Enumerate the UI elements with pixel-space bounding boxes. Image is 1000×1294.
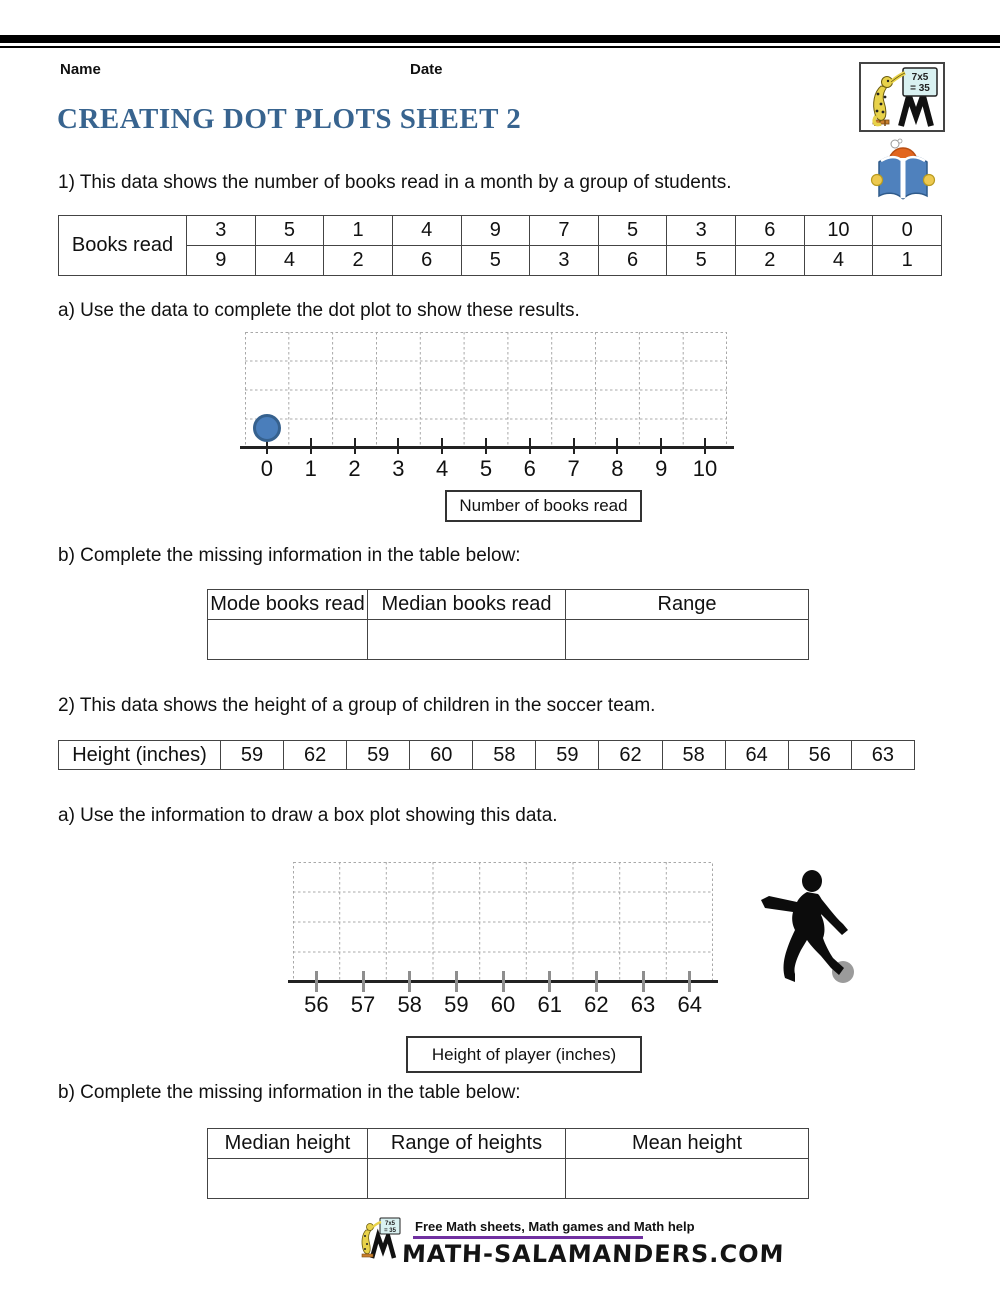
q2-cell: 59 bbox=[347, 741, 410, 770]
footer-site-wordmark[interactable]: MATH-SALAMANDERS.COM bbox=[401, 1240, 785, 1268]
table-row bbox=[59, 246, 942, 276]
q1-prompt: 1) This data shows the number of books read in a month by a group of students. bbox=[58, 172, 732, 193]
stats-input-cell[interactable] bbox=[208, 620, 368, 660]
axis-tick-label: 1 bbox=[304, 456, 317, 481]
axis-tick-label: 4 bbox=[436, 456, 449, 481]
stats-input-cell[interactable] bbox=[368, 620, 566, 660]
box-plot-axis-title: Height of player (inches) bbox=[406, 1036, 642, 1073]
q1-cell: 9 bbox=[461, 216, 530, 246]
q1-cell: 7 bbox=[530, 216, 599, 246]
stats-input-cell[interactable] bbox=[566, 1159, 809, 1199]
q1-stats-table bbox=[207, 589, 809, 660]
q2-data-table bbox=[58, 740, 915, 770]
logo-sign-line1: 7x5 bbox=[911, 72, 929, 83]
q2-part-b: b) Complete the missing information in the table below: bbox=[58, 1082, 521, 1103]
q1-cell: 3 bbox=[187, 216, 256, 246]
date-label: Date bbox=[410, 61, 443, 78]
footer-sign-line2: = 35 bbox=[384, 1228, 396, 1234]
table-row bbox=[59, 741, 915, 770]
table-row bbox=[208, 620, 809, 660]
q1-data-table bbox=[58, 215, 942, 276]
q1-cell: 0 bbox=[873, 216, 942, 246]
q2-row-header: Height (inches) bbox=[59, 741, 221, 770]
q2-part-a: a) Use the information to draw a box plot showing this data. bbox=[58, 805, 558, 826]
axis-tick-label: 2 bbox=[348, 456, 361, 481]
axis-tick-label: 7 bbox=[567, 456, 580, 481]
stats-input-cell[interactable] bbox=[208, 1159, 368, 1199]
q2-cell: 58 bbox=[662, 741, 725, 770]
q2-cell: 59 bbox=[221, 741, 284, 770]
q1-cell: 4 bbox=[255, 246, 324, 276]
q1-part-b: b) Complete the missing information in the table below: bbox=[58, 545, 521, 566]
math-salamanders-logo bbox=[859, 62, 945, 132]
table-row bbox=[208, 1159, 809, 1199]
q2-cell: 56 bbox=[788, 741, 851, 770]
top-border-thin bbox=[0, 46, 1000, 48]
q1-cell: 9 bbox=[187, 246, 256, 276]
q1-cell: 5 bbox=[255, 216, 324, 246]
q2-cell: 62 bbox=[599, 741, 662, 770]
stats-header: Mean height bbox=[566, 1129, 809, 1159]
stats-input-cell[interactable] bbox=[368, 1159, 566, 1199]
axis-tick-label: 57 bbox=[350, 992, 376, 1017]
dot-plot-axis-labels bbox=[245, 456, 727, 482]
q1-cell: 6 bbox=[736, 216, 805, 246]
q1-cell: 1 bbox=[873, 246, 942, 276]
q1-cell: 5 bbox=[461, 246, 530, 276]
q2-cell: 60 bbox=[410, 741, 473, 770]
q1-part-a: a) Use the data to complete the dot plot to show these results. bbox=[58, 300, 580, 321]
stats-header: Median books read bbox=[368, 590, 566, 620]
axis-tick-label: 56 bbox=[304, 992, 329, 1017]
q2-cell: 58 bbox=[473, 741, 536, 770]
stats-header: Range bbox=[566, 590, 809, 620]
q1-row-header: Books read bbox=[59, 216, 187, 276]
axis-tick-label: 59 bbox=[444, 992, 469, 1017]
q2-cell: 62 bbox=[284, 741, 347, 770]
box-plot-axis-labels bbox=[293, 992, 713, 1018]
top-border-thick bbox=[0, 35, 1000, 43]
plotted-dot[interactable] bbox=[253, 414, 281, 442]
axis-tick-label: 58 bbox=[397, 992, 422, 1017]
stats-header: Mode books read bbox=[208, 590, 368, 620]
q2-cell: 63 bbox=[851, 741, 914, 770]
q1-cell: 6 bbox=[598, 246, 667, 276]
q2-cell: 64 bbox=[725, 741, 788, 770]
q1-cell: 2 bbox=[736, 246, 805, 276]
box-plot-ticks bbox=[293, 971, 713, 992]
table-row bbox=[59, 216, 942, 246]
table-row bbox=[208, 590, 809, 620]
dot-plot-axis-title: Number of books read bbox=[445, 490, 642, 522]
footer-salamander-icon bbox=[356, 1216, 402, 1262]
q1-cell: 4 bbox=[392, 216, 461, 246]
dot-plot-grid[interactable] bbox=[245, 332, 727, 448]
q1-cell: 3 bbox=[667, 216, 736, 246]
reading-child-icon bbox=[866, 138, 940, 204]
name-label: Name bbox=[60, 61, 101, 78]
axis-tick-label: 64 bbox=[677, 992, 702, 1017]
axis-tick-label: 61 bbox=[537, 992, 562, 1017]
stats-input-cell[interactable] bbox=[566, 620, 809, 660]
footer-sign-line1: 7x5 bbox=[384, 1221, 396, 1227]
axis-tick-label: 5 bbox=[479, 456, 493, 481]
axis-tick-label: 62 bbox=[584, 992, 609, 1017]
q1-cell: 6 bbox=[392, 246, 461, 276]
axis-tick-label: 0 bbox=[260, 456, 274, 481]
footer-divider bbox=[413, 1236, 643, 1239]
q1-cell: 3 bbox=[530, 246, 599, 276]
q1-cell: 2 bbox=[324, 246, 393, 276]
axis-tick-label: 9 bbox=[655, 456, 668, 481]
salamander-easel-icon bbox=[861, 64, 943, 130]
page-title: CREATING DOT PLOTS SHEET 2 bbox=[57, 103, 522, 135]
q1-cell: 5 bbox=[667, 246, 736, 276]
stats-header: Range of heights bbox=[368, 1129, 566, 1159]
q1-cell: 4 bbox=[804, 246, 873, 276]
axis-tick-label: 3 bbox=[392, 456, 405, 481]
axis-tick-label: 8 bbox=[611, 456, 624, 481]
q2-cell: 59 bbox=[536, 741, 599, 770]
table-row bbox=[208, 1129, 809, 1159]
axis-tick-label: 6 bbox=[523, 456, 536, 481]
axis-tick-label: 10 bbox=[692, 456, 718, 481]
q1-cell: 10 bbox=[804, 216, 873, 246]
axis-tick-label: 60 bbox=[490, 992, 516, 1017]
q1-cell: 5 bbox=[598, 216, 667, 246]
q1-cell: 1 bbox=[324, 216, 393, 246]
box-plot-grid[interactable] bbox=[293, 862, 713, 982]
logo-sign-line2: = 35 bbox=[910, 83, 930, 94]
q2-stats-table bbox=[207, 1128, 809, 1199]
footer-tagline: Free Math sheets, Math games and Math help bbox=[415, 1219, 695, 1234]
stats-header: Median height bbox=[208, 1129, 368, 1159]
axis-tick-label: 63 bbox=[630, 992, 656, 1017]
soccer-player-icon bbox=[755, 868, 860, 990]
dot-plot-ticks bbox=[245, 438, 727, 454]
q2-prompt: 2) This data shows the height of a group of children in the soccer team. bbox=[58, 695, 656, 716]
